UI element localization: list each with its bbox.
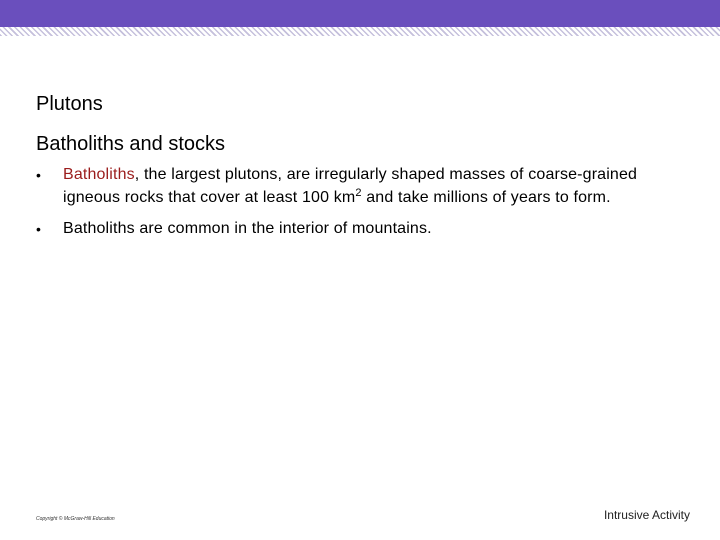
bullet-text-continued: and take millions of years to form. (361, 188, 611, 206)
bullet-dot-icon: • (36, 167, 42, 183)
slide-heading: Plutons (36, 93, 103, 115)
bullet-item-batholiths-location (36, 218, 656, 241)
bullet-dot-icon: • (36, 221, 42, 237)
top-color-bar (0, 0, 720, 27)
slide-subheading: Batholiths and stocks (36, 133, 225, 155)
bullet-text: Batholiths are common in the interior of mountains. (63, 220, 432, 237)
bullet-item-batholiths-definition (36, 164, 656, 209)
decorative-stripe-band (0, 27, 720, 36)
superscript-text: 2 (355, 186, 362, 199)
bullet-list (36, 164, 656, 250)
footer-slide-title: Intrusive Activity (603, 508, 690, 522)
highlighted-term: Batholiths (63, 166, 135, 183)
footer-copyright: Copyright © McGraw-Hill Education (36, 516, 115, 522)
bullet-text: , the largest plutons, are irregularly shaped masses of coarse-grained igneous rocks that cover at least 100 km (63, 166, 638, 206)
